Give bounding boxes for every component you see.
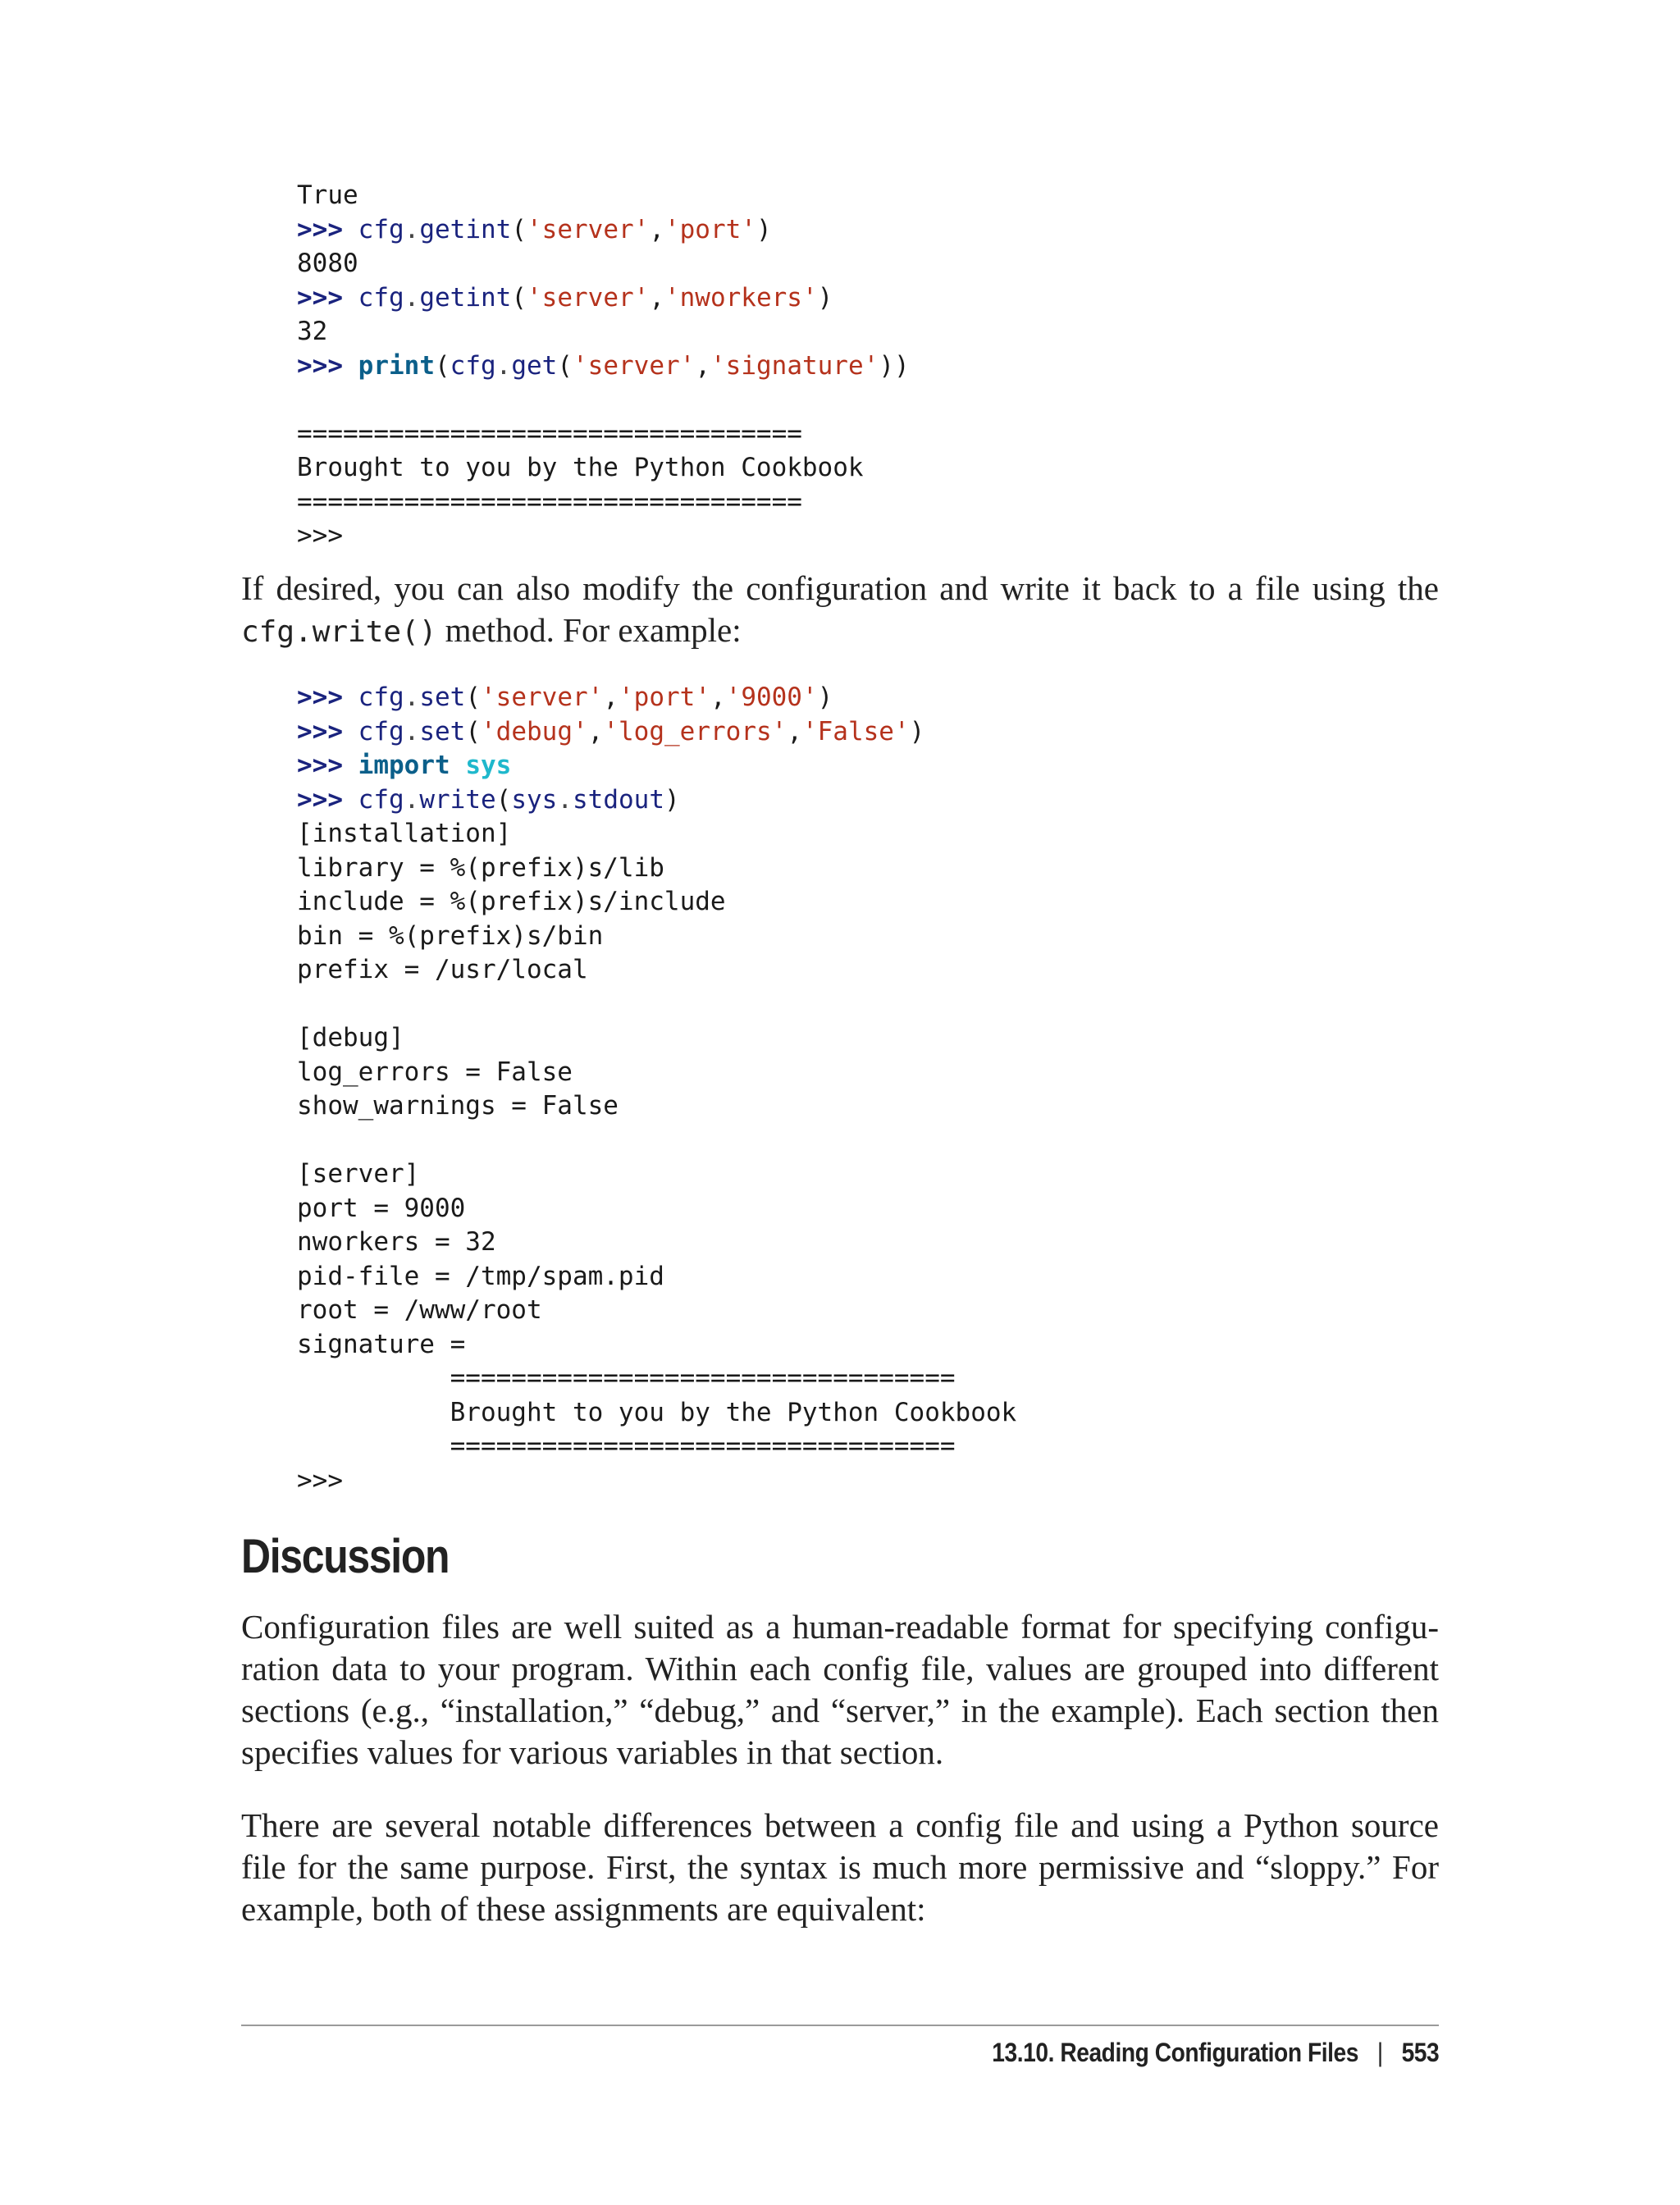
page-number: 553 <box>1401 2038 1439 2067</box>
code-line: >>> cfg.getint('server','nworkers') <box>297 282 833 313</box>
code-line: >>> cfg.write(sys.stdout) <box>297 784 680 815</box>
code-object: cfg <box>358 682 404 712</box>
code-dot: . <box>404 282 420 313</box>
code-output: prefix = /usr/local <box>297 955 588 984</box>
code-string-arg: 'server' <box>527 214 650 244</box>
code-line <box>297 1362 1016 1396</box>
code-line <box>297 1157 1016 1192</box>
code-line: >>> cfg.set('debug','log_errors','False') <box>297 716 925 746</box>
code-string-arg: '9000' <box>725 682 818 712</box>
code-line <box>297 451 910 486</box>
code-line <box>297 179 910 213</box>
code-output: [installation] <box>297 819 512 848</box>
footer-separator: | <box>1376 2038 1383 2067</box>
code-prompt: >>> <box>297 784 343 815</box>
code-line <box>297 851 1016 886</box>
code-output: >>> <box>297 1465 343 1495</box>
code-output: True <box>297 180 358 210</box>
code-method: getint <box>419 282 512 313</box>
code-module: sys <box>465 751 512 780</box>
code-prompt: >>> <box>297 716 343 746</box>
code-output: Brought to you by the Python Cookbook <box>297 1397 1017 1427</box>
code-output: ================================= <box>297 1431 956 1461</box>
code-string-arg: 'server' <box>573 350 696 381</box>
code-output: pid-file = /tmp/spam.pid <box>297 1261 664 1291</box>
code-line <box>297 1124 1016 1158</box>
code-object: cfg <box>358 784 404 815</box>
code-output: library = %(prefix)s/lib <box>297 852 664 883</box>
code-string-arg: 'False' <box>801 716 910 746</box>
code-line <box>297 1260 1016 1294</box>
paragraph-discussion-1: Configuration files are well suited as a human-readable format for specifying configuration data to your program. Within each config file, values are grouped into different sections (e.g., “installation,” “debug,” and “server,” in the example). Each section then specifies values for various variables in that section. <box>241 1608 1439 1771</box>
code-line <box>297 1089 1016 1124</box>
code-line <box>297 418 910 452</box>
code-dot: . <box>404 716 420 746</box>
code-object: cfg <box>450 350 496 381</box>
code-output: Brought to you by the Python Cookbook <box>297 453 864 482</box>
code-line <box>297 383 910 418</box>
code-output: show_warnings = False <box>297 1091 619 1121</box>
code-string-arg: 'server' <box>481 682 604 712</box>
code-line <box>297 486 910 520</box>
code-string-arg: 'log_errors' <box>603 716 788 746</box>
footer-section-title: 13.10. Reading Configuration Files <box>992 2038 1358 2067</box>
code-method: getint <box>419 214 512 244</box>
code-line <box>297 315 910 349</box>
code-output: [server] <box>297 1159 420 1189</box>
code-string-arg: 'port' <box>664 214 756 244</box>
paragraph-text-after: method. For example: <box>436 611 742 649</box>
code-line <box>297 1021 1016 1056</box>
code-prompt: >>> <box>297 350 343 381</box>
code-output: 32 <box>297 317 328 346</box>
code-output: >>> <box>297 521 343 550</box>
section-heading: Discussion <box>241 1530 450 1583</box>
code-output: log_errors = False <box>297 1057 573 1087</box>
code-prompt: >>> <box>297 682 343 712</box>
code-block-output <box>297 179 910 554</box>
code-object: cfg <box>358 214 404 244</box>
code-line <box>297 1056 1016 1090</box>
code-line <box>297 1464 1016 1499</box>
page-footer <box>992 2038 1439 2068</box>
paragraph-text-before: If desired, you can also modify the configuration and write it back to a file using the <box>241 569 1439 607</box>
code-line <box>297 1226 1016 1260</box>
code-dot: . <box>404 214 420 244</box>
code-output: signature = <box>297 1329 466 1359</box>
code-line <box>297 749 1016 783</box>
code-line <box>297 1294 1016 1328</box>
code-dot: . <box>404 682 420 712</box>
code-dot: . <box>404 784 420 815</box>
footer-divider <box>241 2025 1439 2026</box>
code-method: set <box>419 716 466 746</box>
code-keyword: import <box>358 751 450 780</box>
code-method: set <box>419 682 466 712</box>
code-string-arg: 'server' <box>527 282 650 313</box>
code-output: include = %(prefix)s/include <box>297 887 726 916</box>
code-output: port = 9000 <box>297 1193 466 1223</box>
code-line <box>297 1396 1016 1431</box>
code-output: ================================= <box>297 1363 956 1393</box>
code-output: nworkers = 32 <box>297 1227 496 1257</box>
inline-code-cfg-write: cfg.write() <box>241 615 437 649</box>
code-string-arg: 'port' <box>619 682 710 712</box>
code-output: ================================= <box>297 418 802 449</box>
code-prompt: >>> <box>297 282 343 313</box>
paragraph-modify-config <box>241 568 1439 653</box>
code-line <box>297 519 910 554</box>
code-line <box>297 1328 1016 1363</box>
code-object: cfg <box>358 282 404 313</box>
code-string-arg: 'signature' <box>710 350 879 381</box>
code-method: get <box>511 350 558 381</box>
code-line <box>297 1430 1016 1464</box>
code-output: [debug] <box>297 1023 404 1052</box>
code-line <box>297 1192 1016 1226</box>
code-output: bin = %(prefix)s/bin <box>297 920 604 951</box>
code-line <box>297 817 1016 851</box>
code-line <box>297 920 1016 954</box>
code-string-arg: 'debug' <box>481 716 588 746</box>
code-line: >>> cfg.set('server','port','9000') <box>297 682 833 712</box>
code-prompt: >>> <box>297 214 343 244</box>
code-keyword: print <box>358 350 435 381</box>
code-prompt: >>> <box>297 751 343 780</box>
code-line: >>> cfg.getint('server','port') <box>297 214 772 244</box>
code-string-arg: 'nworkers' <box>664 282 818 313</box>
code-dot: . <box>495 350 512 381</box>
code-output: root = /www/root <box>297 1295 542 1325</box>
code-output: ================================= <box>297 486 802 517</box>
paragraph-discussion-2: There are several notable differences between a config file and using a Python source file for the same purpose. First, the syntax is much more permissive and “sloppy.” For example, both of these assignments are equivalent: <box>241 1806 1439 1928</box>
code-method: write <box>419 784 496 815</box>
code-line <box>297 885 1016 920</box>
code-line <box>297 247 910 281</box>
code-line <box>297 953 1016 988</box>
code-block-write <box>297 681 1016 1498</box>
code-output: 8080 <box>297 249 358 278</box>
code-line <box>297 988 1016 1022</box>
code-line: >>> print(cfg.get('server','signature')) <box>297 350 910 381</box>
code-object: cfg <box>358 716 404 746</box>
code-arg: sys.stdout <box>511 784 664 815</box>
